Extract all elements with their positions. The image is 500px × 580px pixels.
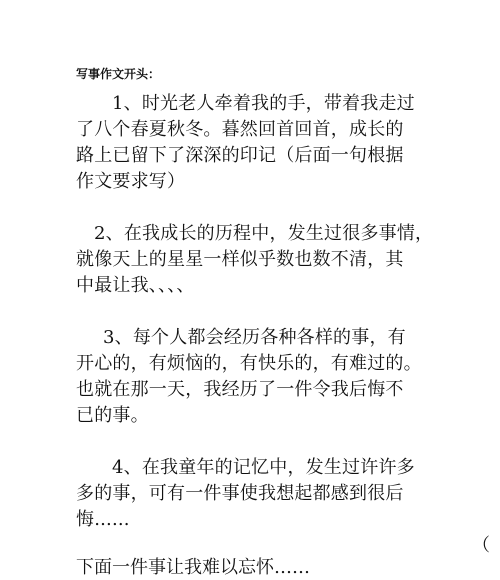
paragraph-3-line-3: 也就在那一天，我经历了一件令我后悔不 xyxy=(76,379,404,400)
document-heading: 写事作文开头： xyxy=(76,67,161,81)
paragraph-2-line-2: 就像天上的星星一样似乎数也数不清，其 xyxy=(76,249,404,270)
paragraph-1-line-3: 路上已留下了深深的印记（后面一句根据 xyxy=(76,145,404,166)
paragraph-3-line-4: 已的事。 xyxy=(76,405,149,426)
paragraph-1-line-4: 作文要求写） xyxy=(76,171,186,192)
paragraph-4-line-2: 多的事，可有一件事使我想起都感到很后 xyxy=(76,483,404,504)
paragraph-4-line-3: 悔...... xyxy=(76,509,130,530)
paragraph-2-line-1: 2、在我成长的历程中，发生过很多事情， xyxy=(94,223,434,244)
margin-bracket-mark: （ xyxy=(472,535,490,556)
paragraph-1-line-1: 1、时光老人牵着我的手，带着我走过 xyxy=(112,93,415,114)
paragraph-2-line-3: 中最让我、、、、 xyxy=(76,275,195,296)
paragraph-3-line-2: 开心的，有烦恼的，有快乐的，有难过的。 xyxy=(76,353,422,374)
cut-off-line: 下面一件事让我难以忘怀…… xyxy=(76,557,310,578)
paragraph-4-line-1: 4、在我童年的记忆中，发生过许许多 xyxy=(112,457,415,478)
paragraph-1-line-2: 了八个春夏秋冬。暮然回首回首，成长的 xyxy=(76,119,404,140)
paragraph-3-line-1: 3、每个人都会经历各种各样的事，有 xyxy=(103,327,406,348)
